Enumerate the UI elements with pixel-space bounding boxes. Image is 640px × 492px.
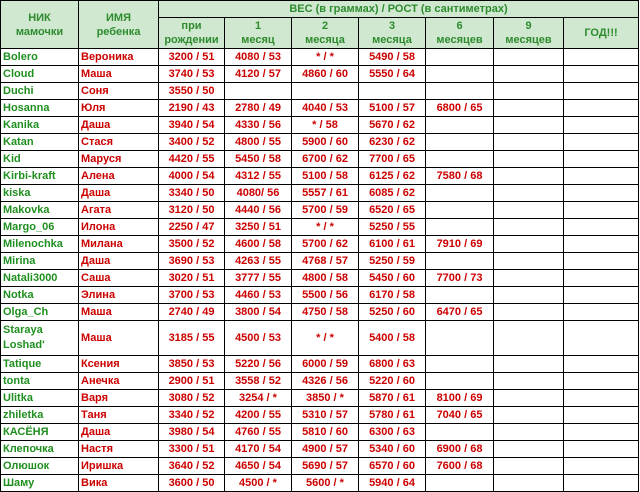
measurement-cell[interactable]: 5900 / 60 [292,134,359,151]
child-name-cell[interactable]: Таня [79,407,159,424]
nick-cell[interactable]: Kanika [1,117,79,134]
measurement-cell[interactable]: 7910 / 69 [426,236,494,253]
measurement-cell[interactable] [426,185,494,202]
measurement-cell[interactable]: 4650 / 54 [225,458,292,475]
table-row [1,202,639,219]
nick-cell[interactable]: Kid [1,151,79,168]
measurement-cell[interactable]: * / * [292,321,359,356]
measurement-cell[interactable] [494,304,564,321]
measurement-cell[interactable] [426,356,494,373]
table-row [1,219,639,236]
measurement-cell[interactable]: 4420 / 55 [159,151,225,168]
table-row [1,287,639,304]
measurement-cell[interactable] [494,168,564,185]
nick-cell[interactable]: Bolero [1,49,79,66]
nick-cell[interactable]: Staraya Loshad' [1,321,79,356]
child-name-cell[interactable]: Стася [79,134,159,151]
measurement-cell[interactable]: 5250 / 60 [359,304,426,321]
period-header-0[interactable] [159,18,225,49]
table-row [1,356,639,373]
measurement-cell[interactable] [494,66,564,83]
nick-cell[interactable]: Шаму [1,475,79,492]
child-name-cell[interactable]: Даша [79,253,159,270]
table-row [1,117,639,134]
table-row [1,83,639,100]
measurement-cell[interactable] [564,458,639,475]
measurement-cell[interactable]: 6800 / 65 [426,100,494,117]
measurement-cell[interactable]: 5220 / 56 [225,356,292,373]
nick-header-line2: мамочки [15,25,64,38]
table-row [1,441,639,458]
measurement-cell[interactable]: 4600 / 58 [225,236,292,253]
measurement-cell[interactable] [564,424,639,441]
child-header-line1: ИМЯ [106,11,131,24]
measurement-cell[interactable]: 5450 / 58 [225,151,292,168]
measurement-cell[interactable]: 7700 / 65 [359,151,426,168]
table-row [1,390,639,407]
measurement-cell[interactable]: 6520 / 65 [359,202,426,219]
nick-cell[interactable]: Mirina [1,253,79,270]
period-header-2[interactable] [292,18,359,49]
period-header-1[interactable] [225,18,292,49]
measurement-cell[interactable]: 5870 / 61 [359,390,426,407]
child-name-cell[interactable]: Анечка [79,373,159,390]
measurement-cell[interactable]: 4760 / 55 [225,424,292,441]
measurement-cell[interactable]: 2780 / 49 [225,100,292,117]
measurement-cell[interactable]: 6170 / 58 [359,287,426,304]
period-header-6[interactable] [564,18,639,49]
child-name-cell[interactable]: Саша [79,270,159,287]
measurement-cell[interactable]: 5340 / 60 [359,441,426,458]
measurement-cell[interactable] [564,287,639,304]
period-header-1-line2: месяц [241,34,275,46]
measurement-cell[interactable] [494,117,564,134]
period-header-3-line1: 3 [388,20,396,32]
period-header-4[interactable] [426,18,494,49]
measurement-cell[interactable] [426,202,494,219]
measurement-cell[interactable]: 3500 / 52 [159,236,225,253]
measurement-cell[interactable]: 5550 / 64 [359,66,426,83]
measurement-cell[interactable] [564,373,639,390]
child-name-cell[interactable]: Юля [79,100,159,117]
measurement-cell[interactable] [564,134,639,151]
measurement-cell[interactable] [564,185,639,202]
child-name-cell[interactable]: Милана [79,236,159,253]
measurement-cell[interactable] [494,185,564,202]
measurement-cell[interactable]: 7040 / 65 [426,407,494,424]
measurement-cell[interactable] [426,83,494,100]
child-name-cell[interactable]: Вика [79,475,159,492]
measurement-cell[interactable]: 4460 / 53 [225,287,292,304]
measurement-cell[interactable] [494,356,564,373]
measurement-cell[interactable] [292,83,359,100]
measurement-cell[interactable] [564,356,639,373]
nick-cell[interactable]: КАСЁНЯ [1,424,79,441]
measurement-cell[interactable]: 6085 / 62 [359,185,426,202]
table-row [1,168,639,185]
measurement-cell[interactable]: 2190 / 43 [159,100,225,117]
child-name-cell[interactable]: Даша [79,424,159,441]
measurement-cell[interactable]: 5100 / 57 [359,100,426,117]
measurement-cell[interactable]: 5500 / 56 [292,287,359,304]
measurement-cell[interactable]: 5100 / 58 [292,168,359,185]
nick-cell[interactable]: tonta [1,373,79,390]
measurement-cell[interactable] [494,441,564,458]
table-row [1,321,639,356]
measurement-cell[interactable] [426,321,494,356]
measurement-cell[interactable] [426,373,494,390]
measurement-cell[interactable] [564,304,639,321]
nick-cell[interactable]: Natali3000 [1,270,79,287]
measurement-cell[interactable]: 6570 / 60 [359,458,426,475]
measurement-cell[interactable] [564,390,639,407]
measurement-cell[interactable]: 2740 / 49 [159,304,225,321]
child-name-cell[interactable]: Маша [79,304,159,321]
period-header-2-line1: 2 [321,20,329,32]
measurement-cell[interactable]: 3185 / 55 [159,321,225,356]
nick-cell[interactable]: Клепочка [1,441,79,458]
child-name-cell[interactable]: Илона [79,219,159,236]
measurement-cell[interactable]: * / * [292,49,359,66]
measurement-cell[interactable]: 6800 / 63 [359,356,426,373]
child-header-line2: ребенка [96,25,141,38]
measurement-cell[interactable] [564,219,639,236]
period-header-2-line2: месяца [305,34,345,46]
measurement-cell[interactable] [426,287,494,304]
nick-cell[interactable]: kiska [1,185,79,202]
measurement-cell[interactable] [426,134,494,151]
measurement-cell[interactable] [564,151,639,168]
measurement-cell[interactable]: 4860 / 60 [292,66,359,83]
table-row [1,66,639,83]
child-name-cell[interactable]: Даша [79,117,159,134]
measurement-cell[interactable] [494,270,564,287]
measurement-cell[interactable]: 3400 / 52 [159,134,225,151]
measurement-cell[interactable]: 4080 / 53 [225,49,292,66]
measurement-cell[interactable]: 5600 / * [292,475,359,492]
measurement-cell[interactable] [564,407,639,424]
measurement-cell[interactable]: 4040 / 53 [292,100,359,117]
nick-cell[interactable]: Katan [1,134,79,151]
child-name-cell[interactable]: Агата [79,202,159,219]
measurement-cell[interactable]: 3254 / * [225,390,292,407]
measurement-cell[interactable] [494,407,564,424]
nick-header-line1: НИК [28,11,51,24]
measurement-cell[interactable] [494,202,564,219]
measurement-cell[interactable] [494,134,564,151]
nick-cell[interactable]: Cloud [1,66,79,83]
measurement-cell[interactable] [564,66,639,83]
measurement-cell[interactable]: 5690 / 57 [292,458,359,475]
measurement-cell[interactable]: 6100 / 61 [359,236,426,253]
measurement-cell[interactable] [564,100,639,117]
measurement-cell[interactable]: 5780 / 61 [359,407,426,424]
period-header-0-line1: при [181,20,202,32]
nick-cell[interactable]: Duchi [1,83,79,100]
period-header-1-line1: 1 [254,20,262,32]
measurement-cell[interactable]: 3250 / 51 [225,219,292,236]
table-row [1,185,639,202]
measurement-cell[interactable] [494,100,564,117]
measurement-cell[interactable]: 3558 / 52 [225,373,292,390]
measurement-cell[interactable]: 5250 / 55 [359,219,426,236]
measurement-cell[interactable]: 3640 / 52 [159,458,225,475]
measurement-cell[interactable] [564,83,639,100]
measurement-cell[interactable]: 6300 / 63 [359,424,426,441]
child-name-cell[interactable]: Алена [79,168,159,185]
measurement-cell[interactable]: 5490 / 58 [359,49,426,66]
table-row [1,49,639,66]
measurement-cell[interactable]: 4080/ 56 [225,185,292,202]
measurement-cell[interactable]: 5670 / 62 [359,117,426,134]
measurement-cell[interactable]: 3020 / 51 [159,270,225,287]
measurement-cell[interactable]: 4768 / 57 [292,253,359,270]
weight-height-group-header[interactable]: ВЕС (в граммах) / РОСТ (в сантиметрах) [159,1,639,18]
table-row [1,373,639,390]
measurement-cell[interactable] [426,219,494,236]
measurement-cell[interactable]: 3200 / 51 [159,49,225,66]
child-name-cell[interactable]: Варя [79,390,159,407]
measurement-cell[interactable]: 3980 / 54 [159,424,225,441]
measurement-cell[interactable]: 3940 / 54 [159,117,225,134]
table-row [1,270,639,287]
measurement-cell[interactable]: 4330 / 56 [225,117,292,134]
table-row [1,475,639,492]
child-name-cell[interactable]: Ксения [79,356,159,373]
table-row [1,407,639,424]
measurement-cell[interactable] [426,49,494,66]
measurement-cell[interactable] [564,168,639,185]
measurement-cell[interactable] [564,321,639,356]
measurement-cell[interactable]: 4500 / * [225,475,292,492]
period-header-5-line1: 9 [525,20,532,32]
nick-cell[interactable]: Hosanna [1,100,79,117]
measurement-cell[interactable] [494,236,564,253]
child-name-cell[interactable]: Маша [79,321,159,356]
measurement-cell[interactable]: 3600 / 50 [159,475,225,492]
measurement-cell[interactable] [359,83,426,100]
table-row [1,236,639,253]
period-header-4-line1: 6 [456,20,463,32]
measurement-cell[interactable]: 3340 / 50 [159,185,225,202]
measurement-cell[interactable]: 3340 / 52 [159,407,225,424]
nick-cell[interactable]: Milenochka [1,236,79,253]
child-name-cell[interactable]: Маруся [79,151,159,168]
child-name-cell[interactable]: Настя [79,441,159,458]
measurement-cell[interactable]: 3800 / 54 [225,304,292,321]
measurement-cell[interactable]: 6470 / 65 [426,304,494,321]
measurement-cell[interactable] [494,253,564,270]
measurement-cell[interactable]: 5310 / 57 [292,407,359,424]
measurement-cell[interactable] [426,66,494,83]
nick-cell[interactable]: Olga_Ch [1,304,79,321]
period-header-4-line2: месяцев [436,34,483,46]
measurement-cell[interactable]: 5700 / 59 [292,202,359,219]
measurement-cell[interactable]: 6700 / 62 [292,151,359,168]
measurement-cell[interactable]: 3740 / 53 [159,66,225,83]
measurement-cell[interactable]: 5700 / 62 [292,236,359,253]
measurement-cell[interactable] [564,441,639,458]
measurement-cell[interactable] [564,253,639,270]
measurement-cell[interactable]: 3080 / 52 [159,390,225,407]
measurement-cell[interactable]: 3700 / 53 [159,287,225,304]
measurement-cell[interactable]: 2900 / 51 [159,373,225,390]
measurement-cell[interactable] [494,424,564,441]
measurement-cell[interactable]: 5400 / 58 [359,321,426,356]
measurement-cell[interactable] [494,475,564,492]
measurement-cell[interactable]: 6230 / 62 [359,134,426,151]
measurement-cell[interactable] [564,202,639,219]
measurement-cell[interactable]: 3850 / 53 [159,356,225,373]
nick-cell[interactable]: Notka [1,287,79,304]
table-row [1,458,639,475]
measurement-cell[interactable] [426,151,494,168]
nick-cell[interactable]: Makovka [1,202,79,219]
child-column-header[interactable] [79,1,159,49]
measurement-cell[interactable] [494,321,564,356]
nick-cell[interactable]: zhiletka [1,407,79,424]
measurement-cell[interactable] [426,117,494,134]
measurement-cell[interactable]: 4312 / 55 [225,168,292,185]
measurement-cell[interactable] [564,49,639,66]
child-name-cell[interactable]: Иришка [79,458,159,475]
measurement-cell[interactable]: 3550 / 50 [159,83,225,100]
measurement-cell[interactable]: 6125 / 62 [359,168,426,185]
nick-cell[interactable]: Kirbi-kraft [1,168,79,185]
measurement-cell[interactable]: 4263 / 55 [225,253,292,270]
measurement-cell[interactable] [494,287,564,304]
table-row [1,304,639,321]
nick-cell[interactable]: Tatique [1,356,79,373]
measurement-cell[interactable] [426,424,494,441]
table-row [1,424,639,441]
measurement-cell[interactable] [225,83,292,100]
measurement-cell[interactable]: 5557 / 61 [292,185,359,202]
measurement-cell[interactable]: 7580 / 68 [426,168,494,185]
child-name-cell[interactable]: Соня [79,83,159,100]
table-row [1,253,639,270]
measurement-cell[interactable]: 6900 / 68 [426,441,494,458]
measurement-cell[interactable]: 3300 / 51 [159,441,225,458]
measurement-cell[interactable]: 5810 / 60 [292,424,359,441]
period-header-5-line2: месяцев [505,34,552,46]
measurement-cell[interactable]: 5250 / 59 [359,253,426,270]
measurement-cell[interactable]: * / * [292,219,359,236]
child-name-cell[interactable]: Даша [79,185,159,202]
child-name-cell[interactable]: Элина [79,287,159,304]
measurement-cell[interactable]: 4440 / 56 [225,202,292,219]
measurement-cell[interactable]: 6000 / 59 [292,356,359,373]
measurement-cell[interactable]: 7700 / 73 [426,270,494,287]
period-header-3-line2: месяца [372,34,412,46]
child-name-cell[interactable]: Вероника [79,49,159,66]
measurement-cell[interactable] [494,151,564,168]
measurement-cell[interactable]: 4900 / 57 [292,441,359,458]
measurement-cell[interactable] [494,219,564,236]
measurement-cell[interactable]: 4200 / 55 [225,407,292,424]
measurement-cell[interactable]: 8100 / 69 [426,390,494,407]
period-header-0-line2: рождении [164,34,219,46]
measurement-cell[interactable] [426,253,494,270]
measurement-cell[interactable]: * / 58 [292,117,359,134]
nick-column-header[interactable] [1,1,79,49]
nick-cell[interactable]: Margo_06 [1,219,79,236]
period-header-3[interactable] [359,18,426,49]
table-row [1,134,639,151]
child-name-cell[interactable]: Маша [79,66,159,83]
period-header-6-line1: ГОД!!! [584,27,618,39]
measurement-cell[interactable] [426,475,494,492]
measurement-cell[interactable]: 4800 / 58 [292,270,359,287]
measurement-cell[interactable]: 4500 / 53 [225,321,292,356]
measurement-cell[interactable]: 4120 / 57 [225,66,292,83]
measurement-cell[interactable]: 3850 / * [292,390,359,407]
measurement-cell[interactable] [564,475,639,492]
measurement-cell[interactable] [494,458,564,475]
measurement-cell[interactable]: 3120 / 50 [159,202,225,219]
measurement-cell[interactable] [494,373,564,390]
measurement-cell[interactable]: 5220 / 60 [359,373,426,390]
measurement-cell[interactable]: 4750 / 58 [292,304,359,321]
measurement-cell[interactable]: 2250 / 47 [159,219,225,236]
measurement-cell[interactable]: 4000 / 54 [159,168,225,185]
measurement-cell[interactable]: 4170 / 54 [225,441,292,458]
measurement-cell[interactable] [564,236,639,253]
measurement-cell[interactable] [564,270,639,287]
measurement-cell[interactable] [494,390,564,407]
measurement-cell[interactable]: 4326 / 56 [292,373,359,390]
measurement-cell[interactable]: 7600 / 68 [426,458,494,475]
measurement-cell[interactable] [564,117,639,134]
measurement-cell[interactable] [494,49,564,66]
measurement-cell[interactable]: 5450 / 60 [359,270,426,287]
table-body [1,49,639,492]
table-row [1,151,639,168]
measurement-cell[interactable]: 3777 / 55 [225,270,292,287]
measurement-cell[interactable]: 5940 / 64 [359,475,426,492]
period-header-5[interactable] [494,18,564,49]
measurement-cell[interactable] [494,83,564,100]
nick-cell[interactable]: Ulitka [1,390,79,407]
nick-cell[interactable]: Олюшок [1,458,79,475]
table-row [1,100,639,117]
measurement-cell[interactable]: 3690 / 53 [159,253,225,270]
measurement-cell[interactable]: 4800 / 55 [225,134,292,151]
